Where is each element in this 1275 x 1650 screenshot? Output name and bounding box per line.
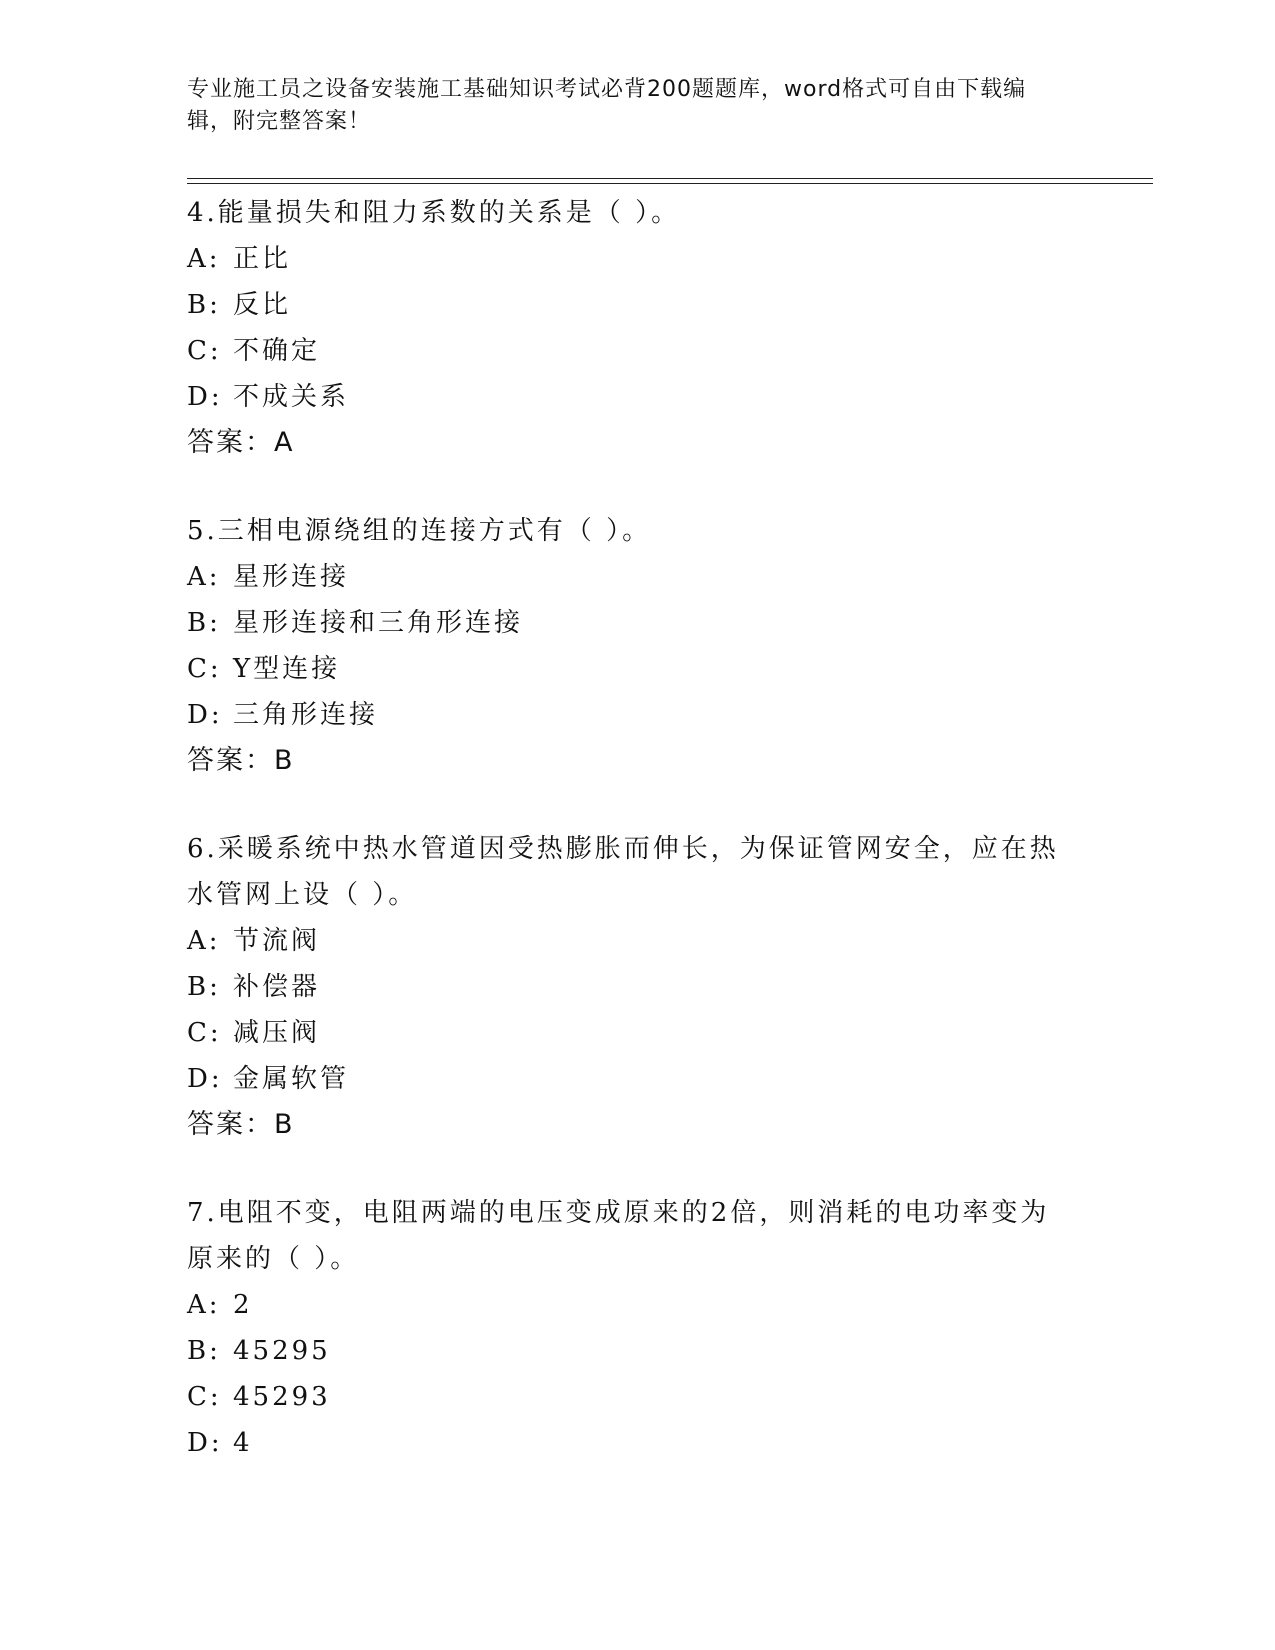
option-c [187,1010,1067,1056]
header-rule-bottom [187,183,1153,184]
option-text: 补偿器 [233,972,321,1002]
answer-line: 答案：A [187,427,295,458]
option-text: 45293 [233,1382,331,1412]
question-stem: 4.能量损失和阻力系数的关系是（ ）。 [187,198,681,228]
question-6 [187,826,1067,1148]
question-stem: 7.电阻不变，电阻两端的电压变成原来的2倍，则消耗的电功率变为原来的（ ）。 [187,1198,1050,1274]
option-text: 4 [233,1428,253,1458]
option-d [187,692,1067,738]
option-c [187,328,1067,374]
option-label: C: [187,654,222,684]
document-header: 专业施工员之设备安装施工基础知识考试必背200题题库，word格式可自由下载编辑，附完整答案！ [187,77,1027,134]
option-label: C: [187,1382,222,1412]
option-text: 正比 [233,244,292,274]
option-label: B: [187,1336,221,1366]
option-b [187,282,1067,328]
option-text: 节流阀 [233,926,321,956]
option-d [187,374,1067,420]
option-b [187,964,1067,1010]
question-5 [187,508,1067,784]
option-label: A: [187,562,221,592]
question-stem: 6.采暖系统中热水管道因受热膨胀而伸长，为保证管网安全，应在热水管网上设（ ）。 [187,834,1059,910]
option-text: 三角形连接 [233,700,379,730]
option-c [187,646,1067,692]
question-4 [187,190,1067,466]
option-a [187,918,1067,964]
option-label: A: [187,1290,221,1320]
question-7 [187,1190,1067,1466]
option-a [187,236,1067,282]
option-label: B: [187,290,221,320]
option-d [187,1420,1067,1466]
answer-line: 答案：B [187,745,295,776]
option-label: D: [187,382,223,412]
option-text: 不成关系 [233,382,350,412]
option-label: D: [187,1428,223,1458]
option-b [187,600,1067,646]
option-label: D: [187,700,223,730]
option-text: 45295 [233,1336,331,1366]
answer-line: 答案：B [187,1109,295,1140]
option-text: Y型连接 [233,654,341,684]
option-label: B: [187,608,221,638]
option-label: A: [187,244,221,274]
option-text: 2 [233,1290,253,1320]
option-label: D: [187,1064,223,1094]
question-stem: 5.三相电源绕组的连接方式有（ ）。 [187,516,652,546]
option-label: C: [187,336,222,366]
option-text: 星形连接和三角形连接 [233,608,524,638]
option-text: 金属软管 [233,1064,350,1094]
option-a [187,1282,1067,1328]
option-label: A: [187,926,221,956]
option-label: B: [187,972,221,1002]
option-b [187,1328,1067,1374]
header-rule-top [187,178,1153,179]
option-a [187,554,1067,600]
option-text: 反比 [233,290,292,320]
option-c [187,1374,1067,1420]
option-text: 星形连接 [233,562,350,592]
option-text: 减压阀 [233,1018,321,1048]
option-label: C: [187,1018,222,1048]
option-text: 不确定 [233,336,321,366]
option-d [187,1056,1067,1102]
